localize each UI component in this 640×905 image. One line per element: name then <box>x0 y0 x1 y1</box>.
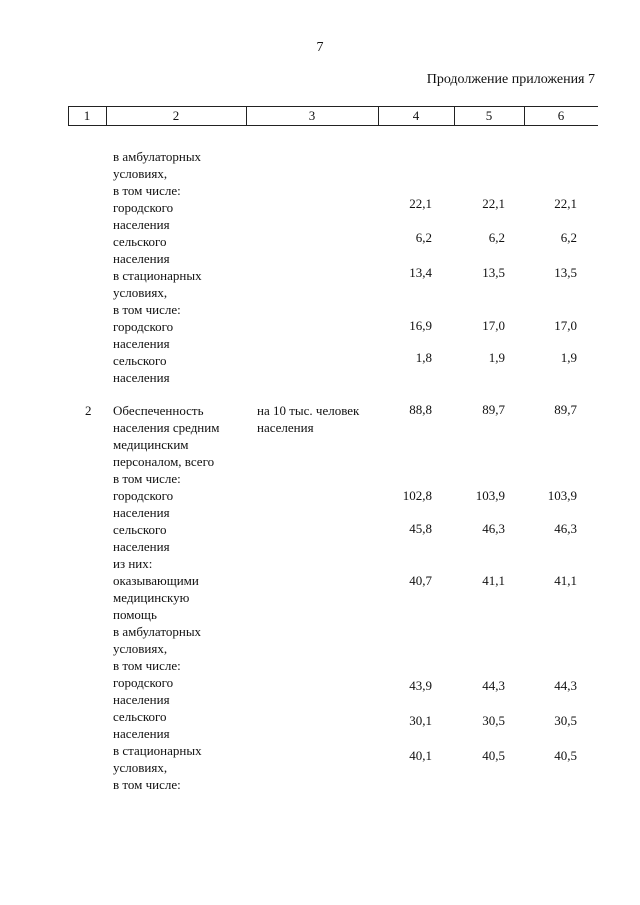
value-cell: 45,8 <box>409 521 432 536</box>
value-cell: 103,9 <box>475 488 505 503</box>
indicator-line: населения <box>113 692 170 707</box>
value-cell: 16,9 <box>409 318 432 333</box>
indicator-line: городского <box>113 675 174 690</box>
indicator-line: сельского <box>113 709 167 724</box>
value-cell: 88,8 <box>409 402 432 417</box>
value-cell: 22,1 <box>482 196 505 211</box>
header-col-4: 4 <box>412 108 420 123</box>
indicator-line: условиях, <box>113 760 168 775</box>
indicator-line: населения <box>113 217 170 232</box>
indicator-line: населения <box>113 336 170 351</box>
indicator-line: условиях, <box>113 641 168 656</box>
header-col-2: 2 <box>172 108 180 123</box>
indicator-line: медицинскую <box>113 590 190 605</box>
value-cell: 40,1 <box>409 748 432 763</box>
indicator-line: из них: <box>113 556 153 571</box>
header-col-5: 5 <box>485 108 493 123</box>
value-cell: 13,4 <box>409 265 432 280</box>
value-cell: 22,1 <box>554 196 577 211</box>
value-cell: 30,1 <box>409 713 432 728</box>
value-cell: 46,3 <box>482 521 505 536</box>
value-cell: 40,7 <box>409 573 432 588</box>
value-cell: 13,5 <box>554 265 577 280</box>
indicator-line: в том числе: <box>113 658 181 673</box>
page-number: 7 <box>316 40 324 55</box>
header-col-3: 3 <box>308 108 316 123</box>
indicator-line: городского <box>113 488 174 503</box>
value-cell: 1,9 <box>488 350 505 365</box>
table-header-row <box>68 106 598 126</box>
value-cell: 22,1 <box>409 196 432 211</box>
indicator-line: в амбулаторных <box>113 149 202 164</box>
indicator-line: помощь <box>113 607 157 622</box>
indicator-line: населения <box>113 726 170 741</box>
value-cell: 6,2 <box>488 230 505 245</box>
value-cell: 40,5 <box>482 748 505 763</box>
header-col-1: 1 <box>83 108 91 123</box>
value-cell: 89,7 <box>554 402 577 417</box>
value-cell: 40,5 <box>554 748 577 763</box>
value-cell: 46,3 <box>554 521 577 536</box>
indicator-line: персоналом, всего <box>113 454 215 469</box>
indicator-line: в том числе: <box>113 471 181 486</box>
indicator-line: оказывающими <box>113 573 199 588</box>
value-cell: 17,0 <box>482 318 505 333</box>
indicator-line: населения <box>113 505 170 520</box>
value-cell: 30,5 <box>482 713 505 728</box>
indicator-line: сельского <box>113 234 167 249</box>
value-cell: 44,3 <box>482 678 505 693</box>
indicator-line: медицинским <box>113 437 189 452</box>
indicator-line: населения <box>113 539 170 554</box>
indicator-line: городского <box>113 200 174 215</box>
value-cell: 44,3 <box>554 678 577 693</box>
value-cell: 6,2 <box>560 230 577 245</box>
indicator-line: условиях, <box>113 166 168 181</box>
indicator-line: в том числе: <box>113 302 181 317</box>
indicator-line: сельского <box>113 522 167 537</box>
indicator-line: населения <box>113 370 170 385</box>
row-number: 2 <box>85 403 92 418</box>
value-cell: 103,9 <box>547 488 577 503</box>
indicator-line: сельского <box>113 353 167 368</box>
value-cell: 43,9 <box>409 678 432 693</box>
indicator-line: в том числе: <box>113 183 181 198</box>
indicator-line: населения <box>113 251 170 266</box>
indicator-line: городского <box>113 319 174 334</box>
indicator-line: в том числе: <box>113 777 181 792</box>
value-cell: 13,5 <box>482 265 505 280</box>
value-cell: 1,9 <box>560 350 577 365</box>
value-cell: 102,8 <box>402 488 432 503</box>
indicator-line: населения средним <box>113 420 220 435</box>
indicator-line: в амбулаторных <box>113 624 202 639</box>
value-cell: 30,5 <box>554 713 577 728</box>
indicator-line: в стационарных <box>113 743 202 758</box>
unit-line: на 10 тыс. человек <box>257 403 360 418</box>
continuation-label: Продолжение приложения 7 <box>426 72 595 87</box>
header-col-6: 6 <box>557 108 565 123</box>
value-cell: 6,2 <box>415 230 432 245</box>
value-cell: 89,7 <box>482 402 505 417</box>
unit-line: населения <box>257 420 314 435</box>
indicator-line: в стационарных <box>113 268 202 283</box>
indicator-line: условиях, <box>113 285 168 300</box>
value-cell: 41,1 <box>482 573 505 588</box>
value-cell: 1,8 <box>415 350 432 365</box>
value-cell: 41,1 <box>554 573 577 588</box>
indicator-line: Обеспеченность <box>113 403 204 418</box>
value-cell: 17,0 <box>554 318 577 333</box>
